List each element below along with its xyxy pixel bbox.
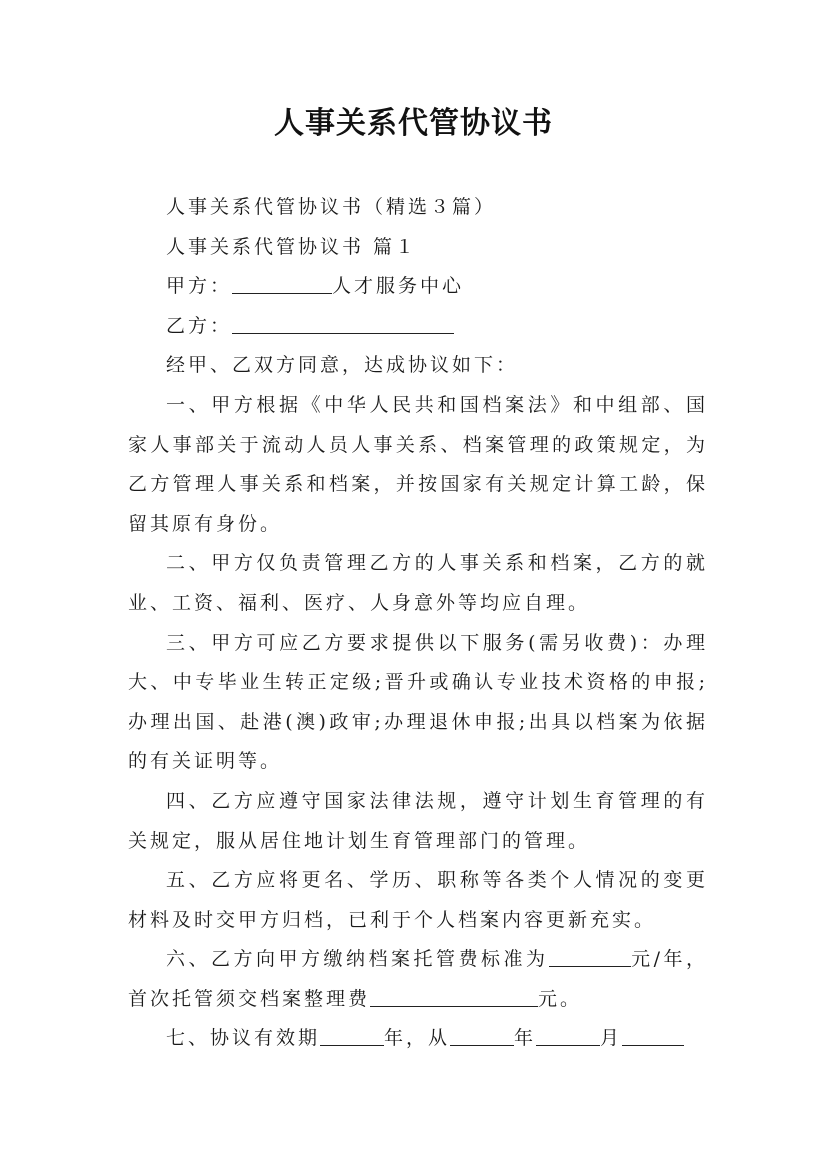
start-year-blank <box>450 1025 514 1046</box>
party-a-label: 甲方： <box>166 275 233 298</box>
paragraph-agreement-intro: 经甲、乙双方同意，达成协议如下： <box>166 354 519 377</box>
paragraph-party-a <box>128 267 708 307</box>
paragraph-clause-5: 五、乙方应将更名、学历、职称等各类个人情况的变更材料及时交甲方归档，已利于个人档案内容更新充实。 <box>128 869 708 931</box>
fee-standard-blank <box>549 946 631 967</box>
party-b-label: 乙方： <box>166 314 233 337</box>
paragraph-subtitle: 人事关系代管协议书（精选３篇） <box>166 196 497 218</box>
clause-7-part-3: 年 <box>514 1027 537 1050</box>
clause-6-part-2: 元/年，首次托管须交档案整理费 <box>128 948 708 1010</box>
document-body <box>128 188 708 1059</box>
clause-7-part-2: 年，从 <box>384 1027 451 1050</box>
clause-6-part-3: 元。 <box>538 987 583 1010</box>
clause-7-part-4: 月 <box>600 1027 623 1050</box>
validity-years-blank <box>320 1025 384 1046</box>
party-a-blank <box>232 273 332 294</box>
arrangement-fee-blank <box>370 986 538 1007</box>
party-a-suffix: 人才服务中心 <box>332 275 465 298</box>
paragraph-clause-4: 四、乙方应遵守国家法律法规，遵守计划生育管理的有关规定，服从居住地计划生育管理部门的管理。 <box>128 789 708 852</box>
paragraph-section-heading: 人事关系代管协议书 篇１ <box>166 235 418 258</box>
paragraph-clause-3: 三、甲方可应乙方要求提供以下服务(需另收费)：办理大、中专毕业生转正定级;晋升或确认专业技术资格的申报;办理出国、赴港(澳)政审;办理退休申报;出具以档案为依据的有关证明等。 <box>128 631 708 773</box>
clause-7-part-1: 七、协议有效期 <box>166 1027 321 1050</box>
paragraph-clause-1: 一、甲方根据《中华人民共和国档案法》和中组部、国家人事部关于流动人员人事关系、档案管理的政策规定，为乙方管理人事关系和档案，并按国家有关规定计算工龄，保留其原有身份。 <box>128 393 708 535</box>
paragraph-clause-6 <box>128 940 708 1019</box>
document-title: 人事关系代管协议书 <box>274 106 553 141</box>
start-month-blank <box>536 1025 600 1046</box>
paragraph-clause-7 <box>128 1019 708 1059</box>
clause-6-part-1: 六、乙方向甲方缴纳档案托管费标准为 <box>166 948 549 971</box>
party-b-blank <box>232 313 454 334</box>
paragraph-clause-2: 二、甲方仅负责管理乙方的人事关系和档案，乙方的就业、工资、福利、医疗、人身意外等均应自理。 <box>128 552 708 614</box>
trailing-blank <box>622 1025 684 1046</box>
paragraph-party-b <box>128 307 708 347</box>
